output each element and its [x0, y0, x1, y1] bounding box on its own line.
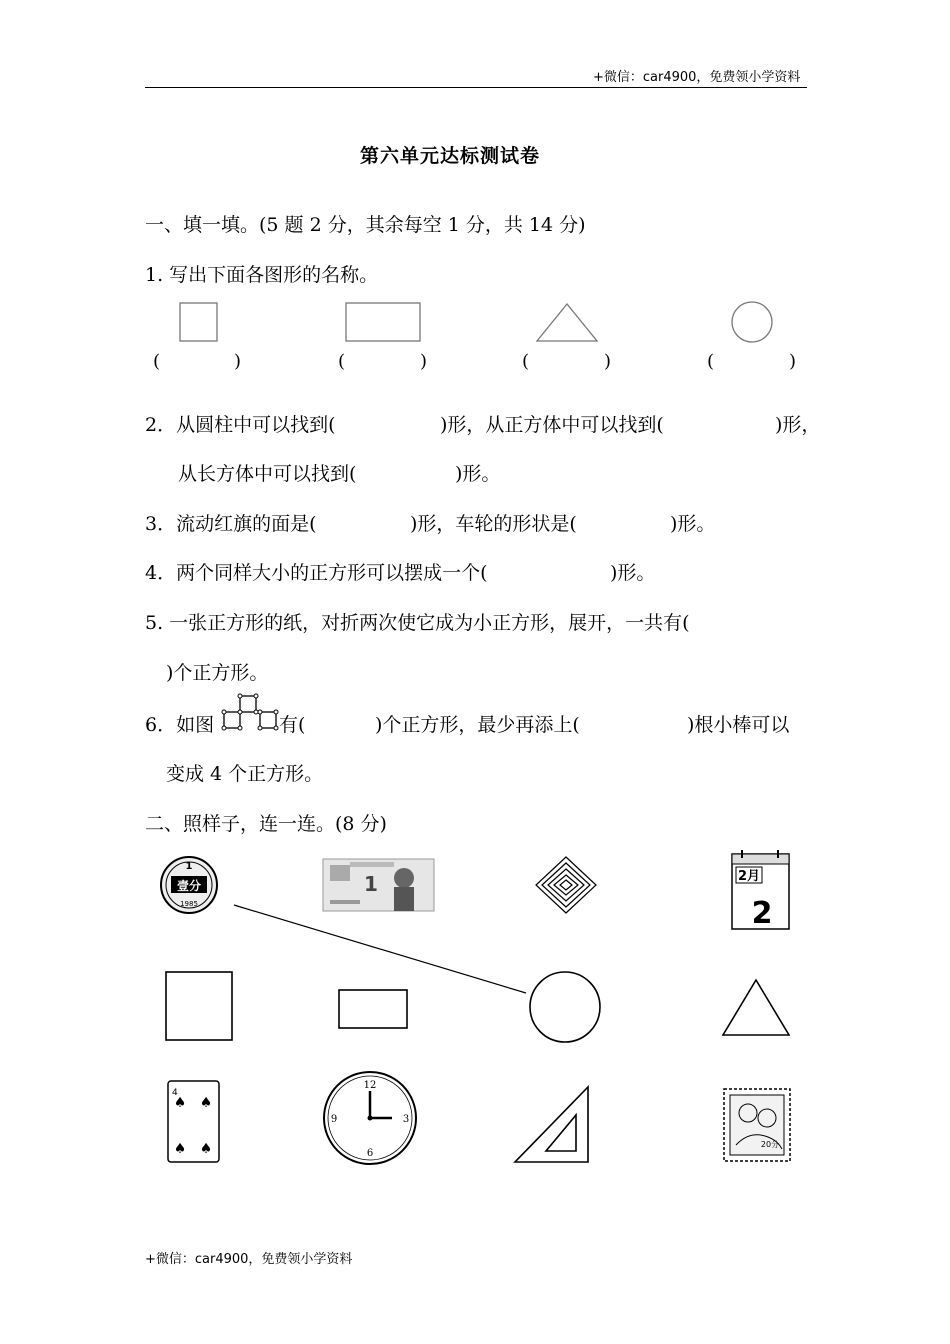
set-square-image: [515, 1087, 588, 1162]
q1-blank2-close: ): [420, 351, 428, 372]
q1-blank4-close: ): [789, 351, 797, 372]
q6-d: )根小棒可以: [687, 714, 790, 736]
row2-circle-shape: [530, 972, 600, 1042]
clock-6: 6: [366, 1148, 374, 1159]
nested-diamond-image: [536, 857, 596, 913]
q1-blank3-open: (: [522, 351, 530, 372]
banknote-image: [323, 859, 434, 911]
calendar-day: 2: [751, 896, 773, 931]
row2-square-shape: [166, 972, 232, 1040]
page-title: 第六单元达标测试卷: [360, 145, 541, 167]
coin-image: [161, 857, 217, 913]
svg-text:♠: ♠: [173, 1141, 187, 1157]
coin-top-digit: 1: [185, 861, 193, 872]
svg-text:♠: ♠: [173, 1095, 187, 1111]
q1-square-shape: [180, 303, 217, 341]
banknote-denomination: 1: [364, 872, 378, 896]
q4-a: 4．两个同样大小的正方形可以摆成一个(: [145, 562, 488, 584]
header-watermark: +微信：car4900，免费领小学资料: [593, 70, 801, 85]
q6-b: 有(: [279, 714, 306, 736]
stamp-value: 20分: [760, 1140, 780, 1149]
q1-circle-shape: [732, 302, 772, 342]
clock-12: 12: [363, 1080, 377, 1091]
clock-3: 3: [402, 1114, 410, 1125]
q2-line1-c: )形，: [775, 414, 821, 436]
section1-heading: 一、填一填。(5 题 2 分，其余每空 1 分，共 14 分): [145, 214, 586, 236]
q3-c: )形。: [670, 513, 716, 535]
clock-9: 9: [330, 1114, 338, 1125]
section2-heading: 二、照样子，连一连。(8 分): [145, 813, 387, 835]
calendar-month: 2月: [737, 869, 761, 884]
q2-line2-b: )形。: [455, 463, 501, 485]
footer-watermark: +微信：car4900，免费领小学资料: [145, 1252, 353, 1267]
stamp-image: [724, 1089, 790, 1161]
q4-b: )形。: [610, 562, 656, 584]
q1-rectangle-shape: [346, 303, 420, 341]
q6-c: )个正方形，最少再添上(: [375, 714, 580, 736]
calendar-image: [732, 850, 789, 931]
playing-card-image: [168, 1081, 219, 1162]
q1-triangle-shape: [537, 304, 597, 341]
q1-shapes: [0, 300, 950, 380]
matching-area: [0, 845, 950, 1185]
coin-label: 壹分: [176, 879, 202, 893]
clock-image: [324, 1072, 416, 1164]
row2-triangle-shape: [723, 980, 789, 1035]
q2-line1-b: )形，从正方体中可以找到(: [440, 414, 664, 436]
q5-line2: )个正方形。: [166, 662, 269, 684]
q1-text: 1. 写出下面各图形的名称。: [145, 264, 379, 286]
q3-a: 3．流动红旗的面是(: [145, 513, 317, 535]
svg-text:♠: ♠: [199, 1095, 213, 1111]
q6-a: 6．如图: [145, 714, 215, 736]
q6-line2: 变成 4 个正方形。: [166, 763, 324, 785]
q1-blank1-open: (: [153, 351, 161, 372]
card-rank: 4: [172, 1088, 178, 1098]
svg-text:♠: ♠: [199, 1141, 213, 1157]
q1-blank1-close: ): [234, 351, 242, 372]
q1-blank2-open: (: [338, 351, 346, 372]
q3-b: )形，车轮的形状是(: [410, 513, 577, 535]
row2-rectangle-shape: [339, 990, 407, 1028]
coin-year: 1985: [180, 900, 198, 908]
q6-stick-figure: [222, 694, 282, 734]
example-connection-line: [234, 905, 526, 993]
q1-blank3-close: ): [604, 351, 612, 372]
q2-line2-a: 从长方体中可以找到(: [178, 463, 357, 485]
q5-line1: 5. 一张正方形的纸，对折两次使它成为小正方形，展开，一共有(: [145, 612, 690, 634]
header-rule: [145, 87, 807, 88]
q2-line1-a: 2．从圆柱中可以找到(: [145, 414, 336, 436]
q1-blank4-open: (: [707, 351, 715, 372]
